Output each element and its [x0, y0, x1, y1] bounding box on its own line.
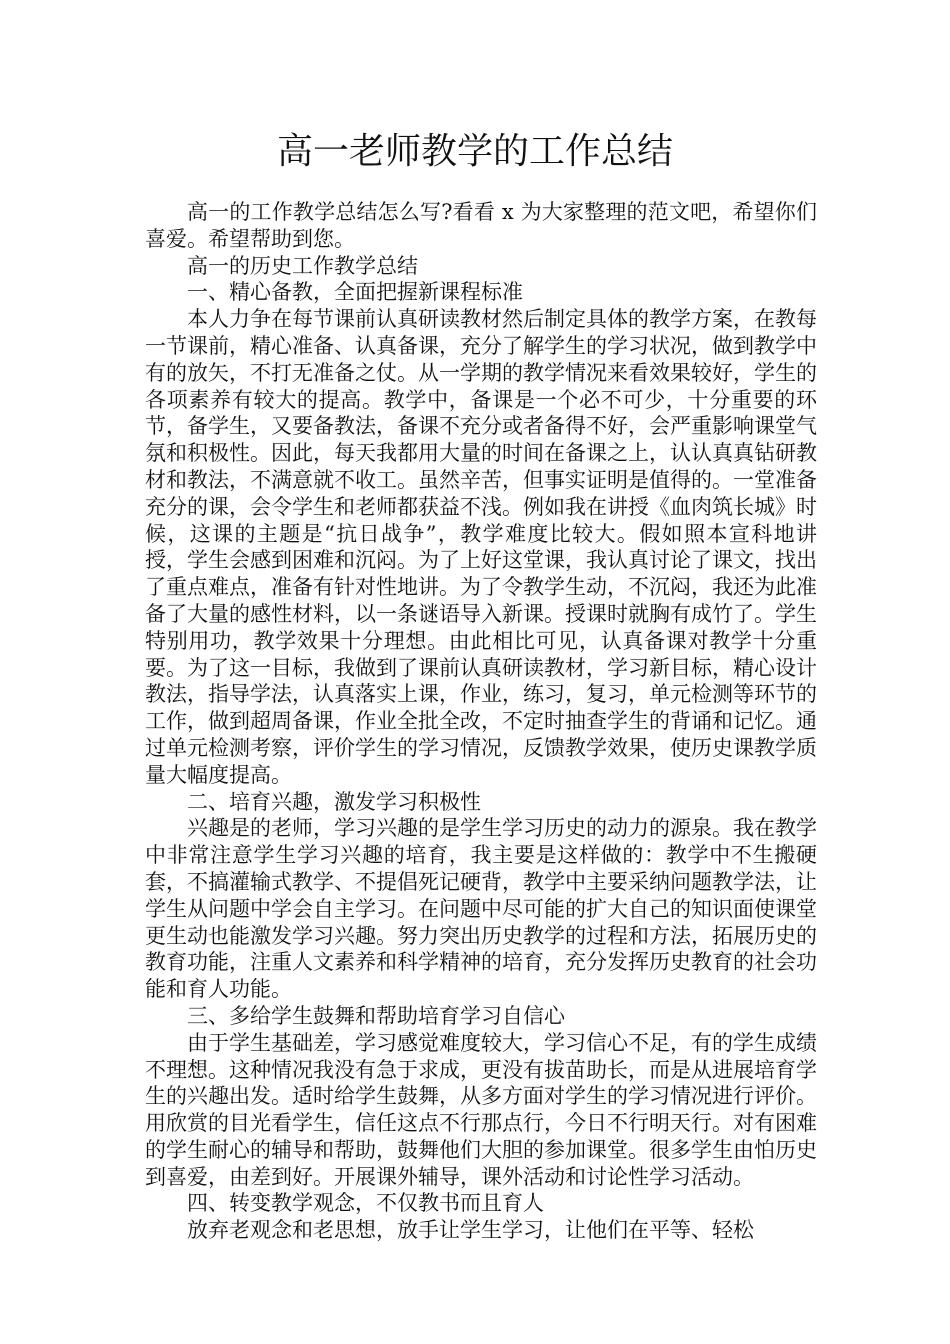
section-heading-3: 三、多给学生鼓舞和帮助培育学习自信心: [187, 1003, 565, 1028]
intro-paragraph: 高一的工作教学总结怎么写?看看 x 为大家整理的范文吧，希望你们喜爱。希望帮助到您。: [145, 200, 817, 251]
section-2-paragraph: 兴趣是的老师，学习兴趣的是学生学习历史的动力的源泉。我在教学中非常注意学生学习兴趣的培育，我主要是这样做的：教学中不生搬硬套，不搞灌输式教学、不提倡死记硬背，教学中主要采纳问题教学法，让学生从问题中学会自主学习。在问题中尽可能的扩大自己的知识面使课堂更生动也能激发学习兴趣。努力突出历史教学的过程和方法，拓展历史的教育功能，注重人文素养和科学精神的培育，充分发挥历史教育的社会功能和育人功能。: [145, 816, 817, 1002]
document-title: 高一老师教学的工作总结: [276, 131, 673, 172]
section-4-paragraph: 放弃老观念和老思想，放手让学生学习，让他们在平等、轻松: [187, 1218, 754, 1243]
document-body: [145, 199, 817, 1244]
section-heading-2: 二、培育兴趣，激发学习积极性: [187, 789, 481, 814]
section-1-paragraph: 本人力争在每节课前认真研读教材然后制定具体的教学方案，在教每一节课前，精心准备、认真备课，充分了解学生的学习状况，做到教学中有的放矢，不打无准备之仗。从一学期的教学情况来看效果较好，学生的各项素养有较大的提高。教学中，备课是一个必不可少，十分重要的环节，备学生，又要备教法，备课不充分或者备得不好，会严重影响课堂气氛和积极性。因此，每天我都用大量的时间在备课之上，认认真真钻研教材和教法，不满意就不收工。虽然辛苦，但事实证明是值得的。一堂准备充分的课，会令学生和老师都获益不浅。例如我在讲授《血肉筑长城》时候，这课的主题是“抗日战争”，教学难度比较大。假如照本宣科地讲授，学生会感到困难和沉闷。为了上好这堂课，我认真讨论了课文，找出了重点难点，准备有针对性地讲。为了令教学生动，不沉闷，我还为此准备了大量的感性材料，以一条谜语导入新课。授课时就胸有成竹了。学生特别用功，教学效果十分理想。由此相比可见，认真备课对教学十分重要。为了这一目标，我做到了课前认真研读教材，学习新目标，精心设计教法，指导学法，认真落实上课，作业，练习，复习，单元检测等环节的工作，做到超周备课，作业全批全改，不定时抽查学生的背诵和记忆。通过单元检测考察，评价学生的学习情况，反馈教学效果，使历史课教学质量大幅度提高。: [145, 307, 817, 787]
section-heading-4: 四、转变教学观念，不仅教书而且育人: [187, 1191, 544, 1216]
section-3-paragraph: 由于学生基础差，学习感觉难度较大，学习信心不足，有的学生成绩不理想。这种情况我没有急于求成，更没有拔苗助长，而是从进展培育学生的兴趣出发。适时给学生鼓舞，从多方面对学生的学习情况进行评价。用欣赏的目光看学生，信任这点不行那点行，今日不行明天行。对有困难的学生耐心的辅导和帮助，鼓舞他们大胆的参加课堂。很多学生由怕历史到喜爱，由差到好。开展课外辅导，课外活动和讨论性学习活动。: [145, 1030, 817, 1189]
section-heading-1: 一、精心备教，全面把握新课程标准: [187, 280, 523, 305]
section-heading-history-summary: 高一的历史工作教学总结: [187, 253, 418, 278]
